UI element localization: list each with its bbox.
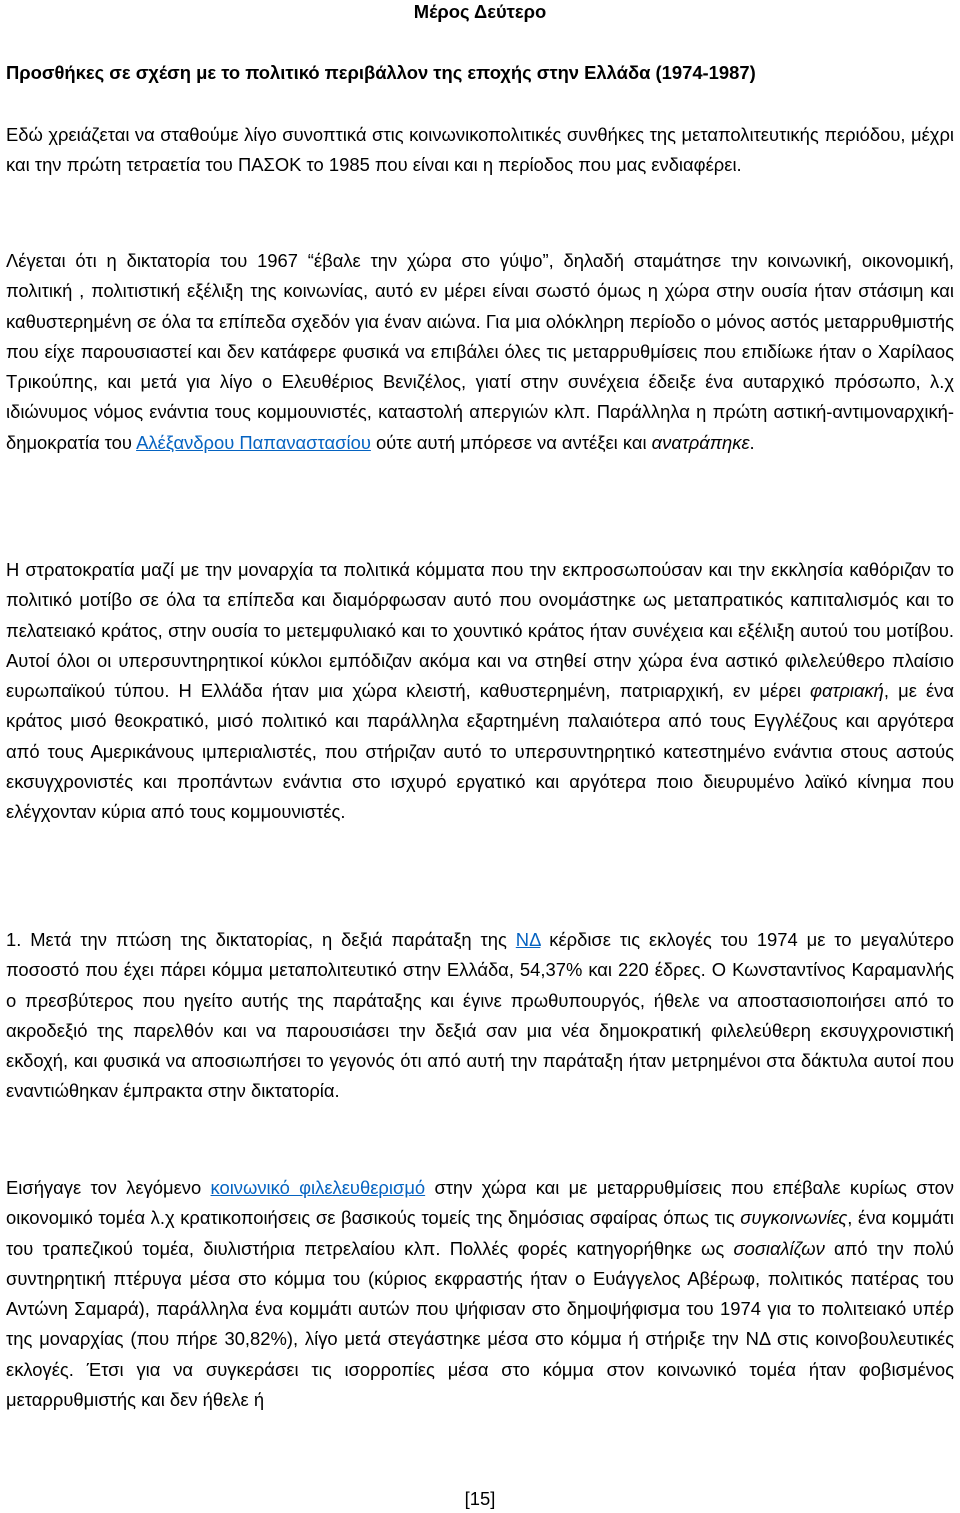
- heading: Προσθήκες σε σχέση με το πολιτικό περιβάλλον της εποχής στην Ελλάδα (1974-1987): [6, 62, 756, 83]
- paragraph-text: κέρδισε τις εκλογές του 1974 με το μεγαλύτερο ποσοστό που έχει πάρει κόμμα μεταπολιτευτικό στην Ελλάδα, 54,37% και 220 έδρες. Ο Κωνσταντίνος Καραμανλής ο πρεσβύτερος που ηγείτο αυτής της παράταξης και έγινε πρωθυπουργός, ήθελε να αποστασιοποιήσει από το ακροδεξιό της παρελθόν και να παρουσιάσει την δεξιά σαν μια νέα δημοκρατική φιλελεύθερη εκσυγχρονιστική εκδοχή, και φυσικά να αποσιωπήσει το γεγονός ότι από αυτή την παράταξη ήταν μετρημένοι στα δάκτυλα αυτοί που εναντιώθηκαν έμπρακτα στην δικτατορία.: [6, 929, 954, 1102]
- link-alexandros-papanastasiou[interactable]: Αλέξανδρου Παπαναστασίου: [136, 431, 371, 453]
- paragraph-text: .: [749, 431, 755, 453]
- paragraph-text: ούτε αυτή μπόρεσε να αντέξει και: [370, 431, 652, 453]
- emphasis-text: ανατράπηκε: [651, 431, 750, 453]
- paragraph-text: , με ένα κράτος μισό θεοκρατικό, μισό πολιτικό και παράλληλα εξαρτημένη παλαιότερα από τους Εγγλέζους και αργότερα από τους Αμερικάνους ιμπεριαλιστές, που στήριζαν αυτό το υπερσυντηρητικό κατεστημένο ενάντια στους αστούς εκσυγχρονιστές και προπάντων ενάντια στο ισχυρό εργατικό και αργότερα ποιο διευρυμένο λαϊκό κίνημα που ελέγχονταν κύρια από τους κομμουνιστές.: [6, 680, 954, 823]
- paragraph-text: στην χώρα και με μεταρρυθμίσεις που επέβαλε κυρίως στον οικονομικό τομέα λ.χ κρατικοποιήσεις σε βασικούς τομείς της δημόσιας σφαίρας όπως τις: [6, 1177, 954, 1229]
- emphasis-text: φατριακή: [810, 680, 884, 702]
- paragraph-text: από την πολύ συντηρητική πτέρυγα μέσα στο κόμμα του (κύριος εκφραστής ήταν ο Ευάγγελος Αβέρωφ, πολιτικός πατέρας του Αντώνη Σαμαρά), παράλληλα ένα κομμάτι αυτών που ψήφισαν στο δημοψήφισμα του 1974 για το πολιτειακό υπέρ της μοναρχίας (που πήρε 30,82%), λίγο μετά στεγάστηκε μέσα στο κόμμα ή στήριξε την ΝΔ στις κοινοβουλευτικές εκλογές. Έτσι για να συγκεράσει τις ισορροπίες μέσα στο κόμμα στον κοινωνικό τομέα ήταν φοβισμένος μεταρρυθμιστής και δεν ήθελε ή: [6, 1237, 954, 1411]
- emphasis-text: συγκοινωνίες: [740, 1207, 848, 1229]
- paragraph-militarism: [6, 555, 954, 828]
- paragraph-text: 1. Μετά την πτώση της δικτατορίας, η δεξιά παράταξη της: [6, 929, 516, 950]
- paragraph-text: , ένα κομμάτι του τραπεζικού τομέα, διυλιστήρια πετρελαίου κλπ. Πολλές φορές κατηγορήθηκε ως: [6, 1207, 954, 1259]
- paragraph-dictatorship: [6, 246, 954, 458]
- paragraph-nd-elections: [6, 925, 954, 1107]
- section-title: Μέρος Δεύτερο: [413, 1, 547, 22]
- page-number: [15]: [464, 1488, 496, 1509]
- link-nd[interactable]: ΝΔ: [515, 929, 541, 950]
- paragraph-text: Εισήγαγε τον λεγόμενο: [6, 1177, 211, 1198]
- paragraph-text: Λέγεται ότι η δικτατορία του 1967 “έβαλε την χώρα στο γύψο”, δηλαδή σταμάτησε την κοινωνική, οικονομική, πολιτική , πολιτιστική εξέλιξη της κοινωνίας, αυτό εν μέρει είναι σωστό όμως η χώρα στην ουσία ήταν στάσιμη και καθυστερημένη σε όλα τα επίπεδα σχεδόν για έναν αιώνα. Για μια ολόκληρη περίοδο ο μόνος αστός μεταρρυθμιστής που είχε παρουσιαστεί και δεν κατάφερε φυσικά να επιβάλει όλες τις μεταρρυθμίσεις που επιδίωκε ήταν ο Χαρίλαος Τρικούπης, και μετά για λίγο ο Ελευθέριος Βενιζέλος, γιατί στην συνέχεια έδειξε ένα αυταρχικό πρόσωπο, λ.χ ιδιώνυμος νόμος ενάντια τους κομμουνιστές, καταστολή απεργιών κλπ. Παράλληλα η πρώτη αστική-αντιμοναρχική- δημοκρατία του: [6, 250, 954, 453]
- paragraph-intro: Εδώ χρειάζεται να σταθούμε λίγο συνοπτικά στις κοινωνικοπολιτικές συνθήκες της μεταπολιτευτικής περιόδου, μέχρι και την πρώτη τετραετία του ΠΑΣΟΚ το 1985 που είναι και η περίοδος που μας ενδιαφέρει.: [6, 124, 954, 176]
- emphasis-text: σοσιαλίζων: [733, 1237, 825, 1259]
- paragraph-social-liberalism: [6, 1173, 954, 1415]
- paragraph-text: Η στρατοκρατία μαζί με την μοναρχία τα πολιτικά κόμματα που την εκπροσωπούσαν και την εκκλησία καθόριζαν το πολιτικό μοτίβο σε όλα τα επίπεδα και διαμόρφωσαν αυτό που ονομάστηκε ως μεταπρατικός καπιταλισμός και το πελατειακό κράτος, στην ουσία το μετεμφυλιακό και το χουντικό κράτος ήταν συνέχεια και εξέλιξη αυτού του μοτίβου. Αυτοί όλοι οι υπερσυντηρητικοί κύκλοι εμπόδιζαν ακόμα και να στηθεί στην χώρα ένα αστικό φιλελεύθερο πλαίσιο ευρωπαϊκού τύπου. Η Ελλάδα ήταν μια χώρα κλειστή, καθυστερημένη, πατριαρχική, εν μέρει: [6, 559, 954, 702]
- link-social-liberalism[interactable]: κοινωνικό φιλελευθερισμό: [210, 1177, 426, 1198]
